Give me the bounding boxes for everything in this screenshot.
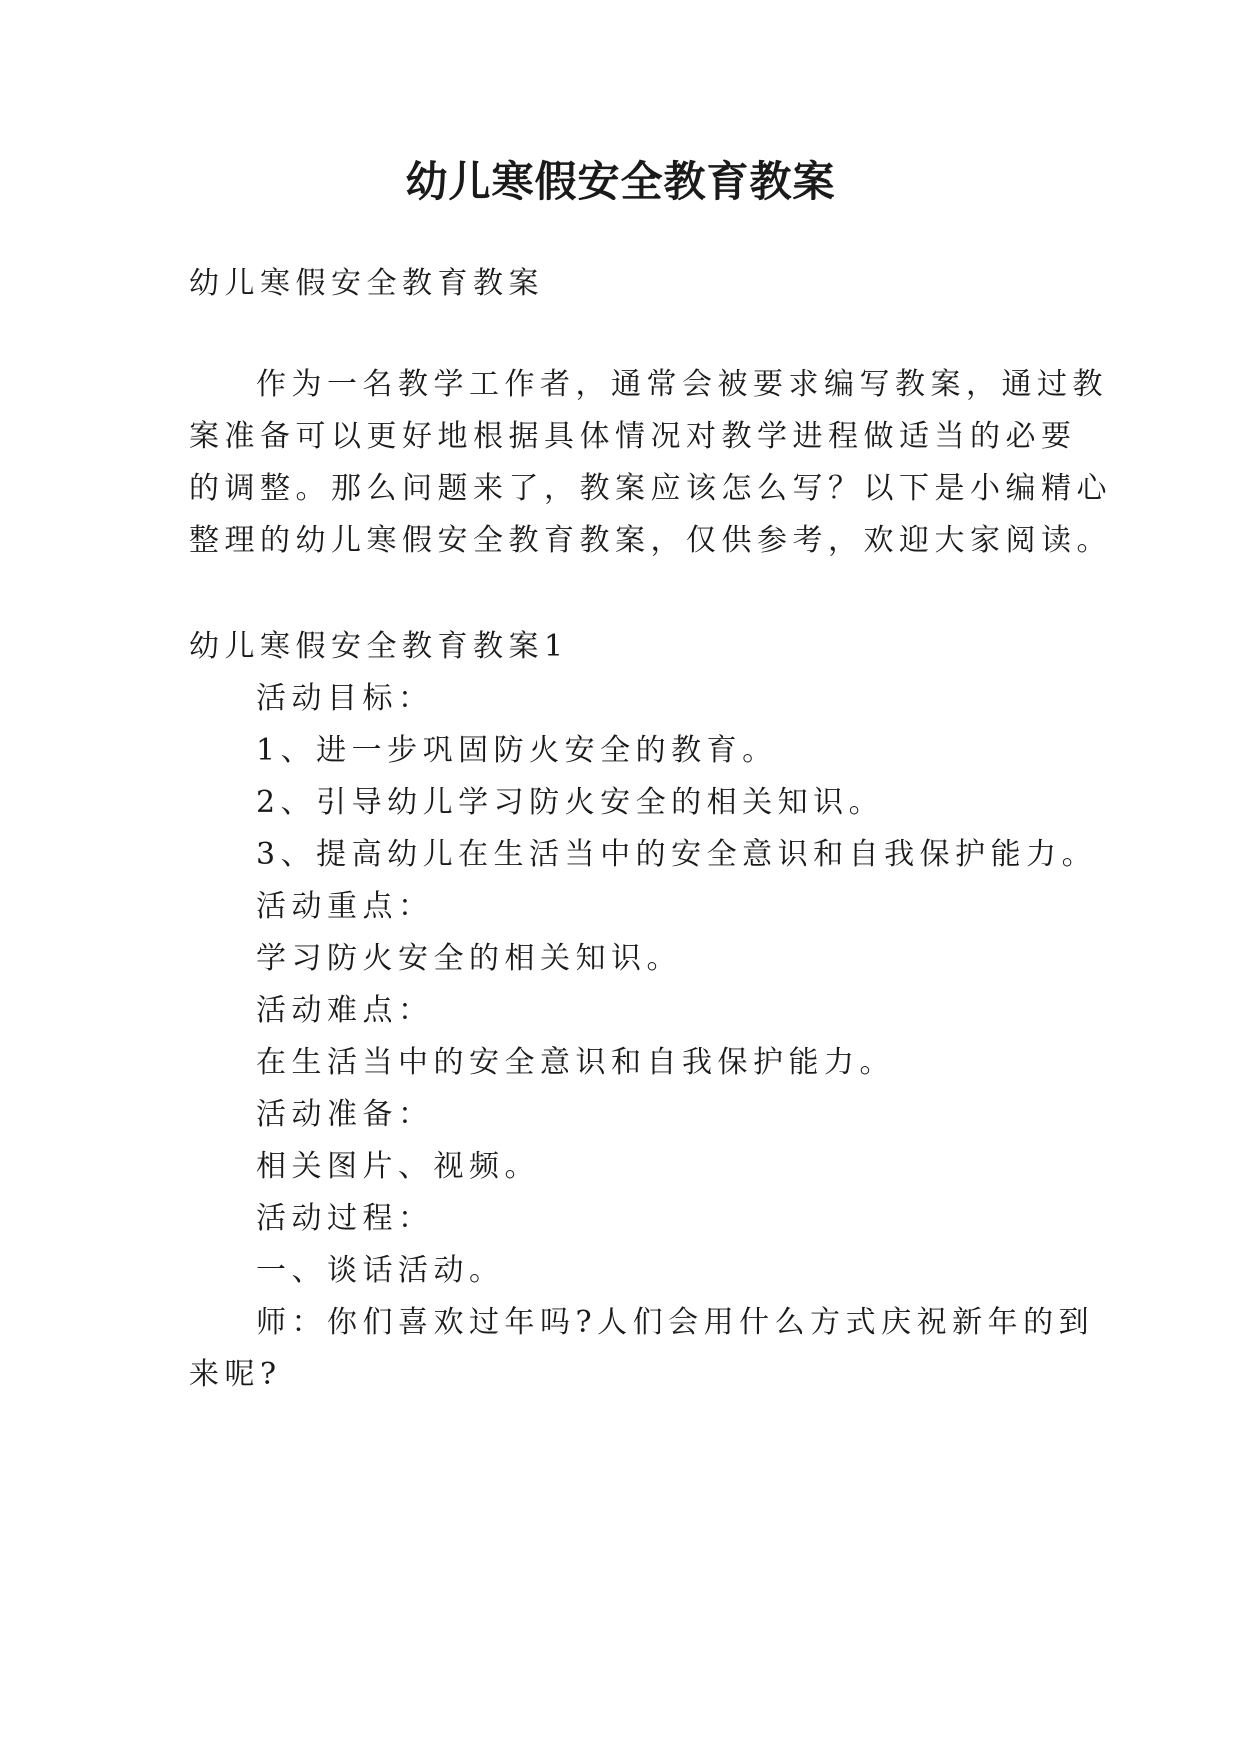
body-line: 在生活当中的安全意识和自我保护能力。 [256, 1045, 895, 1080]
intro-paragraph-line: 作为一名教学工作者，通常会被要求编写教案，通过教 [256, 367, 1108, 402]
body-line: 相关图片、视频。 [256, 1149, 540, 1184]
intro-paragraph-line: 整理的幼儿寒假安全教育教案，仅供参考，欢迎大家阅读。 [189, 523, 1112, 558]
body-line: 学习防火安全的相关知识。 [256, 941, 682, 976]
body-line: 1、进一步巩固防火安全的教育。 [256, 733, 778, 768]
body-line: 2、引导幼儿学习防火安全的相关知识。 [256, 785, 885, 820]
document-subtitle: 幼儿寒假安全教育教案 [189, 266, 544, 301]
section-heading: 幼儿寒假安全教育教案1 [189, 629, 569, 664]
intro-paragraph-line: 案准备可以更好地根据具体情况对教学进程做适当的必要 [189, 419, 1077, 454]
body-line: 活动准备： [256, 1097, 434, 1132]
body-line: 师：你们喜欢过年吗?人们会用什么方式庆祝新年的到 [256, 1305, 1095, 1340]
body-line: 来呢? [189, 1357, 282, 1392]
body-line: 一、谈话活动。 [256, 1253, 505, 1288]
document-title: 幼儿寒假安全教育教案 [405, 157, 836, 206]
body-line: 活动难点： [256, 993, 434, 1028]
intro-paragraph-line: 的调整。那么问题来了，教案应该怎么写？以下是小编精心 [189, 471, 1112, 506]
body-line: 3、提高幼儿在生活当中的安全意识和自我保护能力。 [256, 837, 1098, 872]
body-line: 活动目标： [256, 681, 434, 716]
body-line: 活动过程： [256, 1201, 434, 1236]
body-line: 活动重点： [256, 889, 434, 924]
